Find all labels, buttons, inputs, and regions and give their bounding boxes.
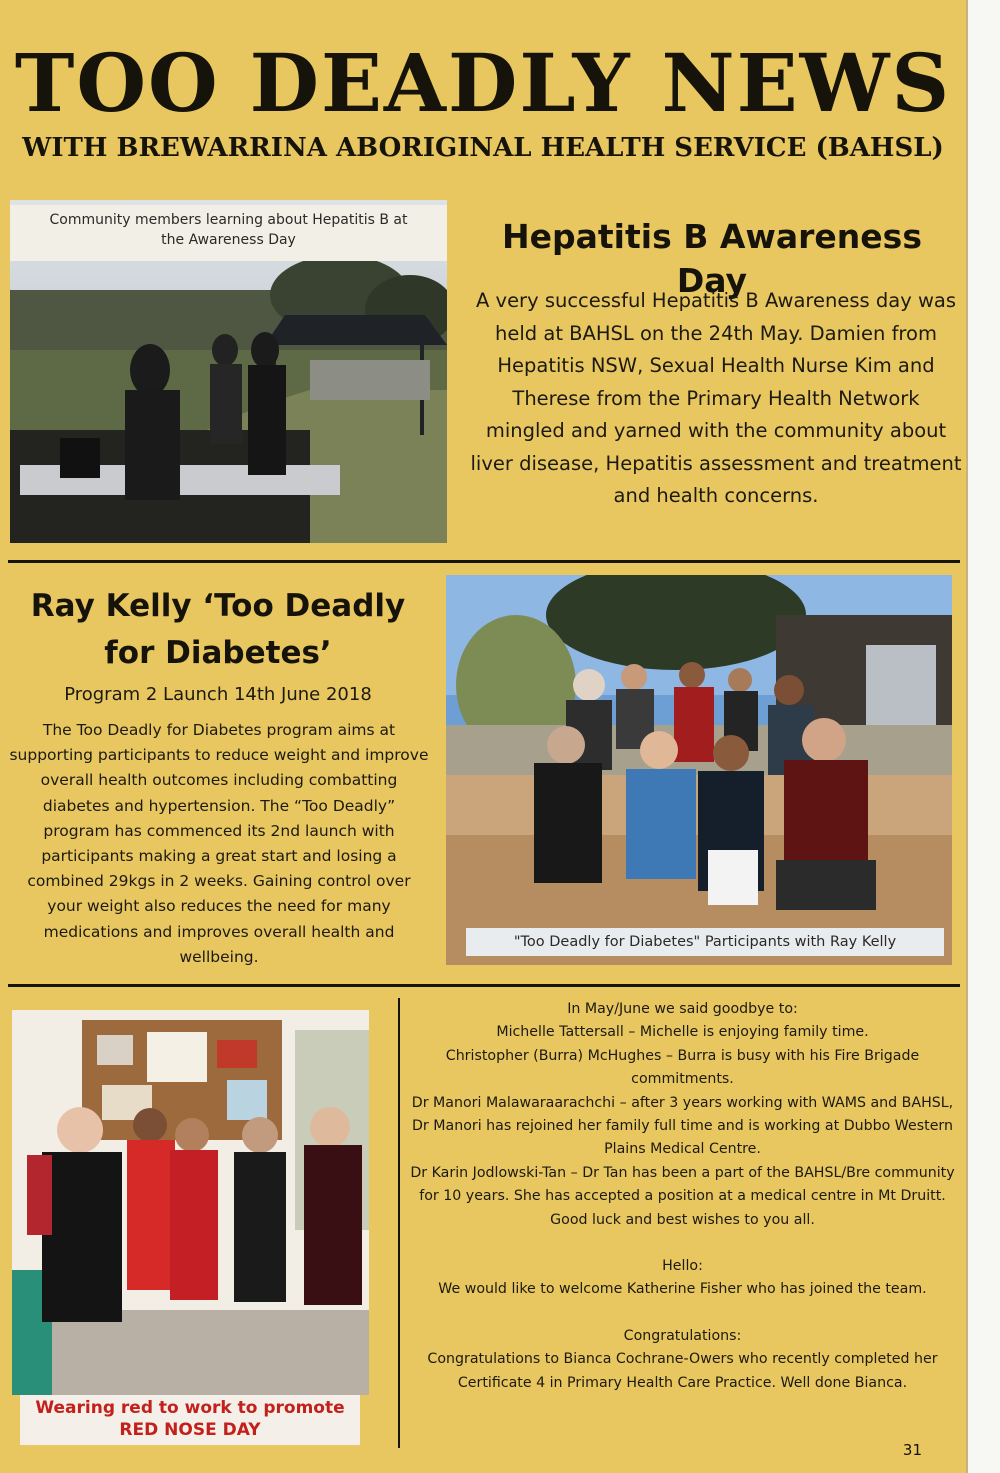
- hello-text: We would like to welcome Katherine Fisher who has joined the team.: [438, 1281, 927, 1298]
- diabetes-heading-line: for Diabetes’: [104, 635, 332, 671]
- diabetes-group-photo: [446, 575, 952, 965]
- red-nose-caption-line: RED NOSE DAY: [119, 1420, 261, 1440]
- column-divider: [398, 998, 400, 1448]
- goodbye-intro: In May/June we said goodbye to:: [567, 1001, 798, 1017]
- masthead-title: TOO DEADLY NEWS: [14, 36, 952, 130]
- red-nose-day-photo: [12, 1010, 369, 1395]
- hepatitis-b-photo-caption: [10, 205, 447, 261]
- hepatitis-b-body: [470, 285, 962, 513]
- diabetes-paragraph: The Too Deadly for Diabetes program aims at supporting participants to reduce weight and improve overall health outcomes including combatting diabetes and hypertension. The “Too Deadly” program has commenced its 2nd launch with participants making a great start and losing a combined 29kgs in 2 weeks. Gaining control over your weight also reduces the need for many medications and improves overall health and wellbeing.: [9, 721, 429, 966]
- staff-news: [410, 998, 955, 1395]
- goodbye-item: Christopher (Burra) McHughes – Burra is busy with his Fire Brigade commitments.: [445, 1047, 920, 1088]
- diabetes-photo-caption: "Too Deadly for Diabetes" Participants with Ray Kelly: [466, 928, 944, 956]
- red-nose-caption-line: Wearing red to work to promote: [35, 1398, 345, 1418]
- red-nose-day-caption: [20, 1395, 360, 1445]
- caption-line: Community members learning about Hepatitis B at: [49, 212, 408, 228]
- diabetes-subheading: Program 2 Launch 14th June 2018: [64, 684, 372, 705]
- goodbye-item: Michelle Tattersall – Michelle is enjoying family time.: [496, 1024, 869, 1041]
- masthead-subtitle: WITH BREWARRINA ABORIGINAL HEALTH SERVICE (BAHSL): [22, 133, 944, 163]
- congrats-heading: Congratulations:: [623, 1327, 742, 1344]
- hello-heading: Hello:: [662, 1258, 703, 1275]
- goodbye-wish: Good luck and best wishes to you all.: [550, 1211, 815, 1228]
- page-number: 31: [902, 1441, 922, 1459]
- goodbye-list: [410, 1021, 955, 1208]
- diabetes-heading-line: Ray Kelly ‘Too Deadly: [30, 588, 406, 624]
- diabetes-body: [8, 718, 430, 970]
- hepatitis-b-paragraph: A very successful Hepatitis B Awareness day was held at BAHSL on the 24th May. Damien from Hepatitis NSW, Sexual Health Nurse Kim and Therese from the Primary Health Network mingled and yarned with the community about liver disease, Hepatitis assessment and treatment and health concerns.: [470, 289, 962, 507]
- section-divider: [8, 984, 960, 987]
- goodbye-item: Dr Karin Jodlowski-Tan – Dr Tan has been a part of the BAHSL/Bre community for 10 years. She has accepted a position at a medical centre in Mt Druitt.: [410, 1164, 955, 1205]
- goodbye-item: Dr Manori Malawaraarachchi – after 3 years working with WAMS and BAHSL, Dr Manori has rejoined her family full time and is working at Dubbo Western Plains Medical Centre.: [411, 1094, 954, 1158]
- hepatitis-b-heading: Hepatitis B Awareness Day: [502, 217, 922, 300]
- caption-line: the Awareness Day: [161, 232, 296, 248]
- diabetes-heading: [8, 583, 428, 677]
- section-divider: [8, 560, 960, 563]
- congrats-text: Congratulations to Bianca Cochrane-Owers who recently completed her Certificate 4 in Primary Health Care Practice. Well done Bianca.: [427, 1351, 938, 1391]
